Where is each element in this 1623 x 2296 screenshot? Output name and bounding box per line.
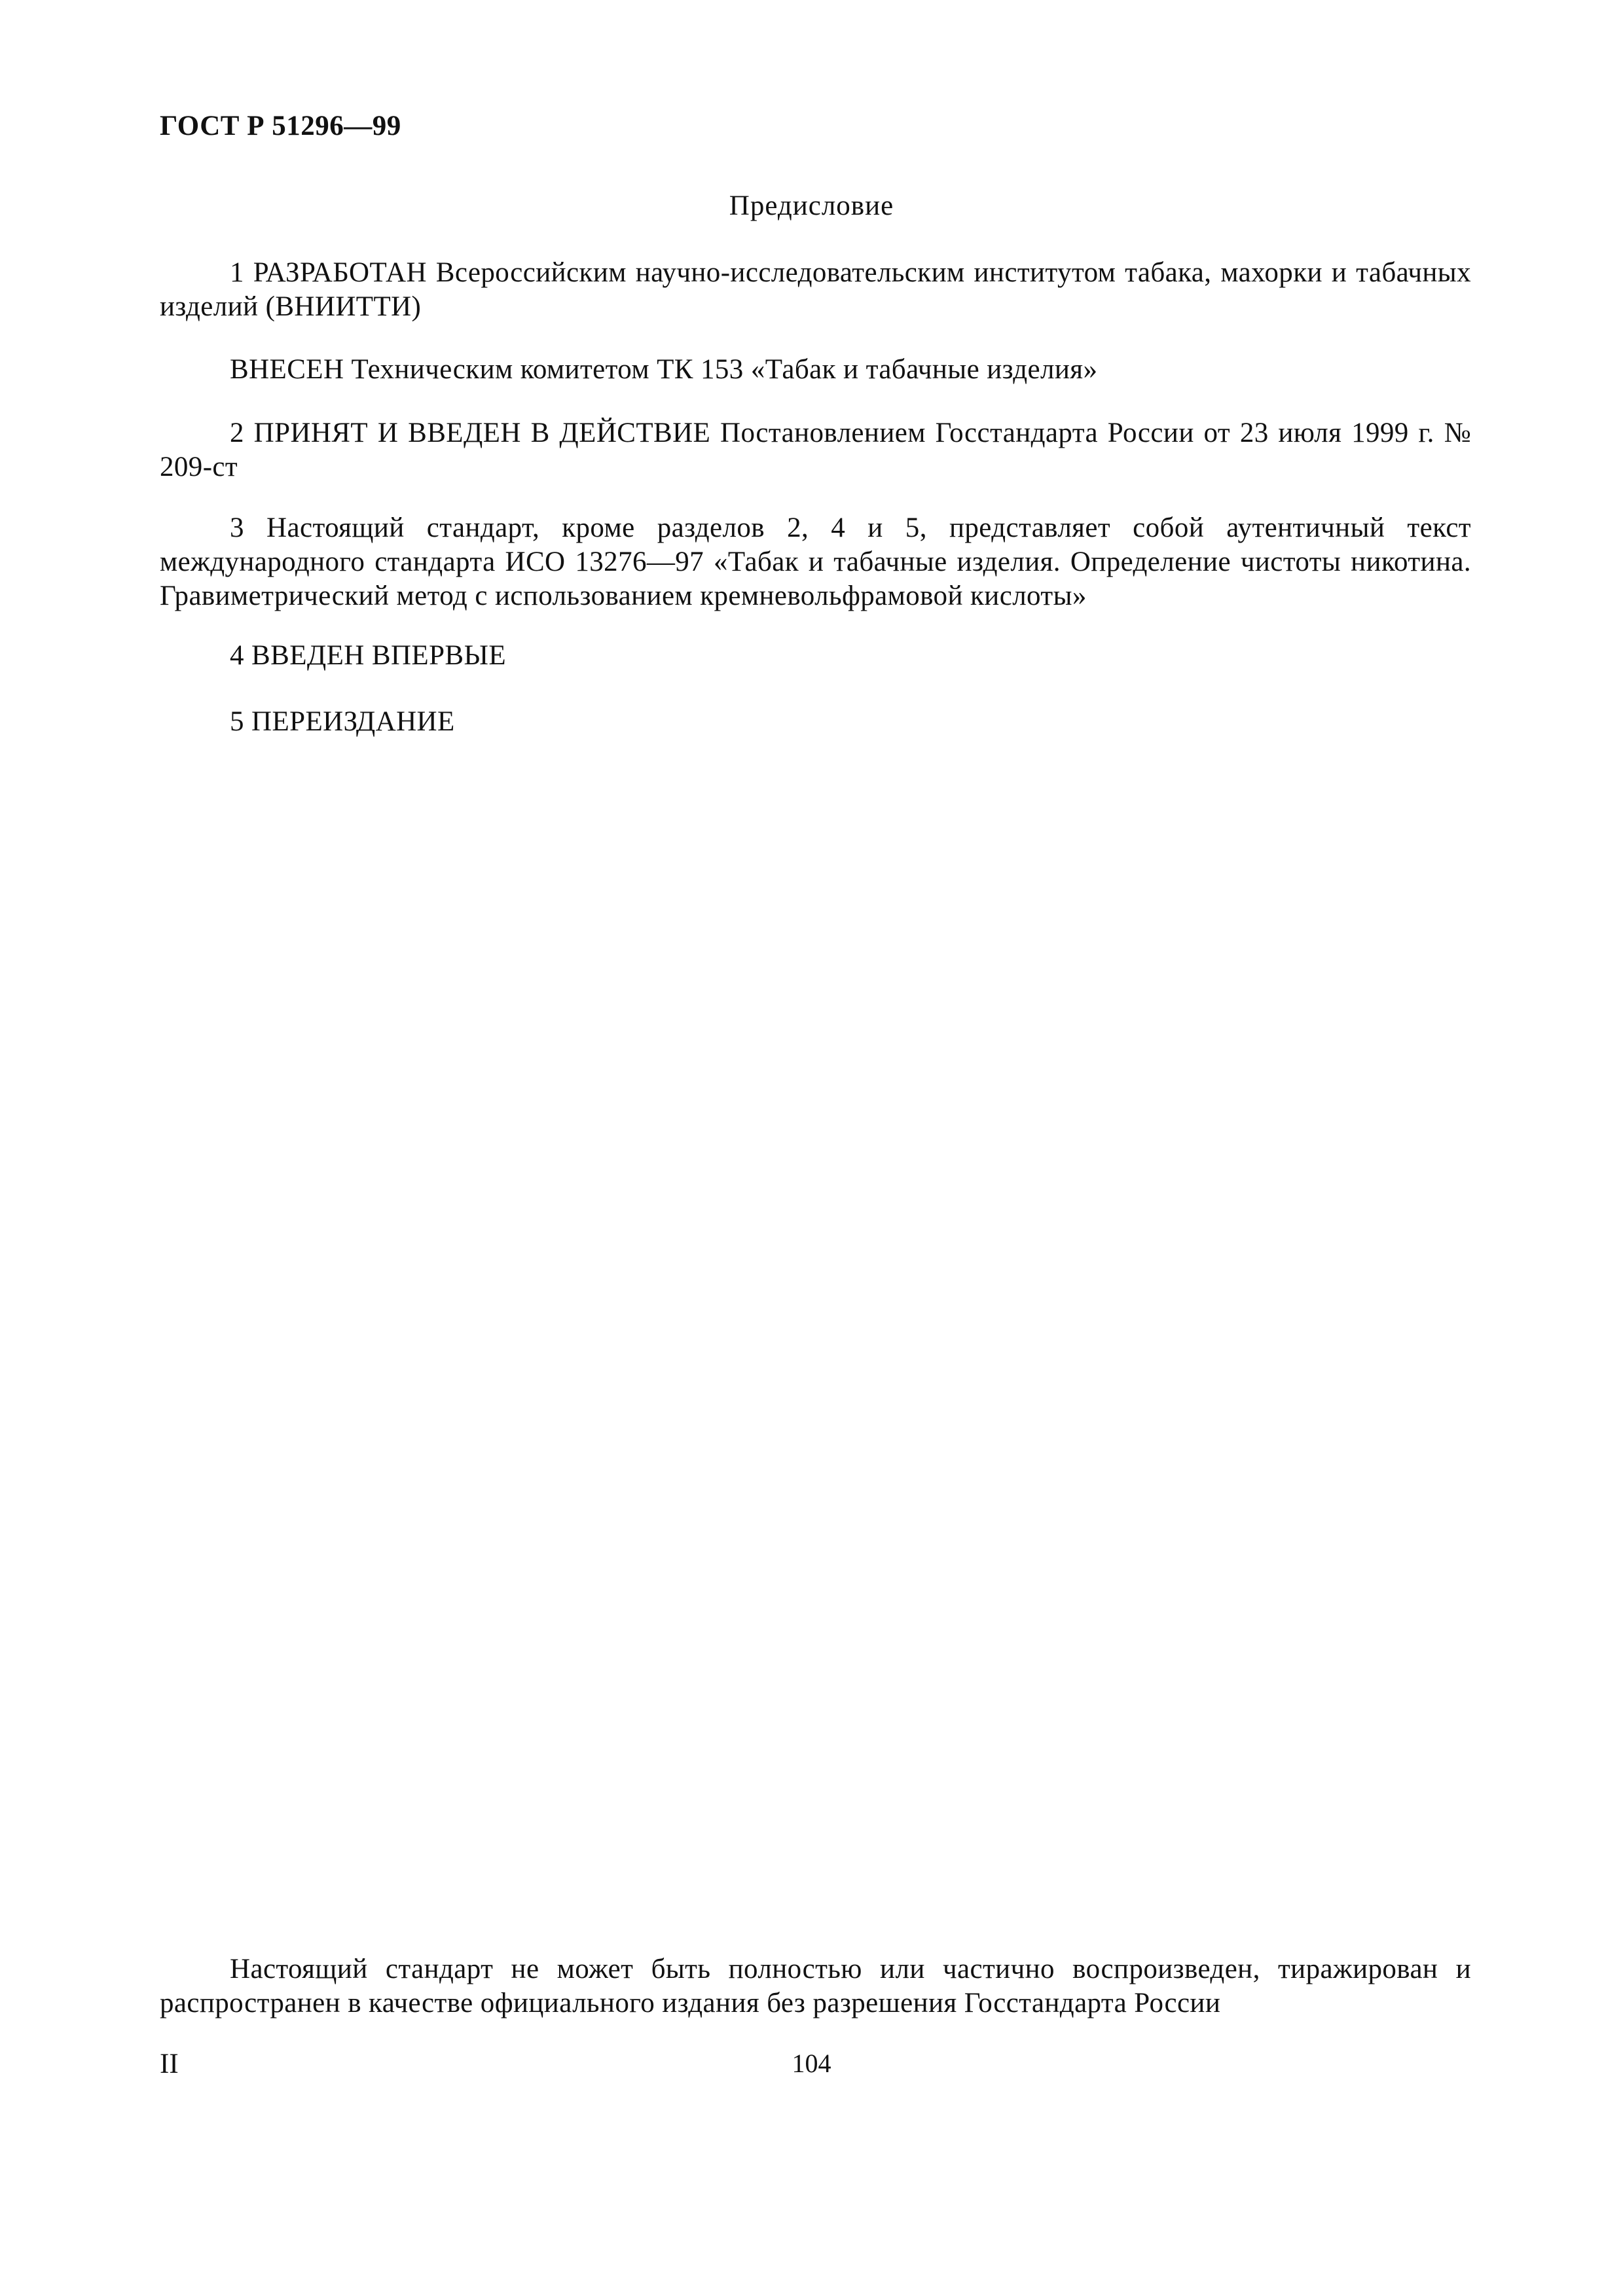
paragraph-developed: 1 РАЗРАБОТАН Всероссийским научно-исследовательским институтом табака, махорки и табачных изделий (ВНИИТТИ) [160,257,1471,322]
paragraph-introduced: ВНЕСЕН Техническим комитетом ТК 153 «Табак и табачные изделия» [230,354,1098,385]
paragraph-reissue: 5 ПЕРЕИЗДАНИЕ [230,706,455,737]
page-roman-numeral: II [160,2049,179,2079]
paragraph-authentic-text: 3 Настоящий стандарт, кроме разделов 2, 4 и 5, представляет собой аутентичный текст международного стандарта ИСО 13276—97 «Табак и табачные изделия. Определение чистоты никотина. Гравиметрический метод с использованием кремневольфрамовой кислоты» [160,512,1471,611]
document-code: ГОСТ Р 51296—99 [160,111,401,141]
page-number: 104 [792,2049,831,2078]
section-title: Предисловие [729,190,894,221]
paragraph-adopted: 2 ПРИНЯТ И ВВЕДЕН В ДЕЙСТВИЕ Постановлением Госстандарта России от 23 июля 1999 г. № 209-ст [160,418,1471,482]
copyright-notice: Настоящий стандарт не может быть полностью или частично воспроизведен, тиражирован и распространен в качестве официального издания без разрешения Госстандарта России [160,1954,1471,2018]
paragraph-first-introduced: 4 ВВЕДЕН ВПЕРВЫЕ [230,640,507,671]
